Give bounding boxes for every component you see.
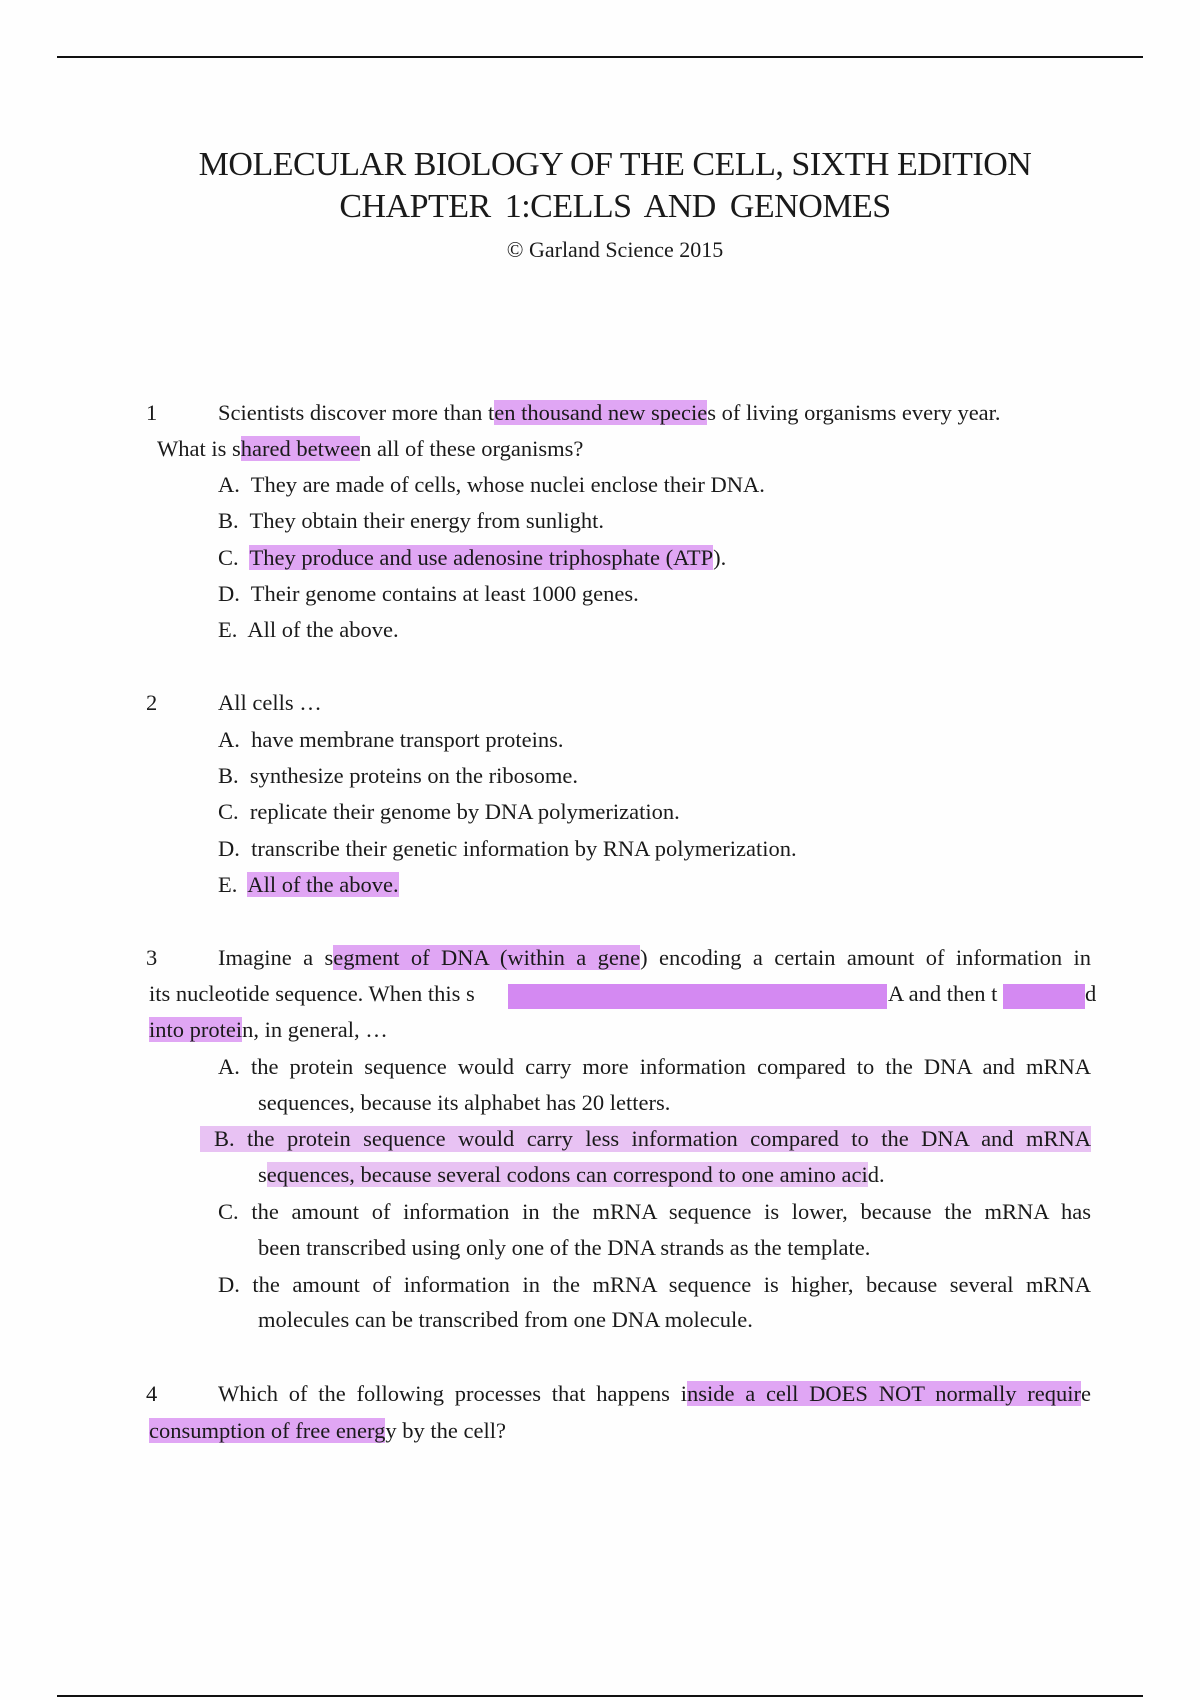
q2-option-c: C. replicate their genome by DNA polymerization.: [218, 799, 680, 824]
question-4-stem-line-1: Which of the following processes that happens inside a cell DOES NOT normally require: [218, 1381, 1091, 1406]
q1-option-e: E. All of the above.: [218, 617, 399, 642]
question-3-stem-line-2c: d: [1085, 981, 1097, 1006]
question-1-stem-line-1: Scientists discover more than ten thousand new species of living organisms every year.: [218, 400, 1001, 425]
question-3-number: 3: [146, 945, 158, 970]
question-2-stem: All cells …: [218, 690, 322, 715]
q1-option-b: B. They obtain their energy from sunlight.: [218, 508, 604, 533]
q1-option-a: A. They are made of cells, whose nuclei enclose their DNA.: [218, 472, 765, 497]
highlight: All of the above.: [247, 872, 399, 897]
highlight: nside a cell DOES NOT normally requir: [686, 1381, 1081, 1406]
q2-option-b: B. synthesize proteins on the ribosome.: [218, 763, 578, 788]
q1-option-c: C. They produce and use adenosine triphosphate (ATP).: [218, 545, 727, 570]
q2-option-a: A. have membrane transport proteins.: [218, 727, 564, 752]
q1-option-d: D. Their genome contains at least 1000 genes.: [218, 581, 639, 606]
document-title: MOLECULAR BIOLOGY OF THE CELL, SIXTH EDITION: [198, 146, 1032, 183]
top-rule: [57, 56, 1143, 58]
copyright-line: © Garland Science 2015: [506, 237, 724, 262]
highlight: equences, because several codons can correspond to one amino aci: [266, 1162, 868, 1187]
highlight: consumption of free energ: [149, 1418, 386, 1443]
q3-option-b-line-1: B. the protein sequence would carry less information compared to the DNA and mRNA: [200, 1126, 1091, 1152]
question-1-number: 1: [146, 400, 158, 425]
question-3-stem-line-2a: its nucleotide sequence. When this s: [149, 981, 475, 1006]
question-3-stem-line-2b: A and then t: [888, 981, 998, 1006]
highlight: They produce and use adenosine triphosphate (ATP: [249, 545, 714, 570]
question-4-stem-line-2: consumption of free energy by the cell?: [149, 1418, 506, 1443]
highlight-redaction: [1003, 984, 1085, 1009]
question-2-number: 2: [146, 690, 158, 715]
question-4-number: 4: [146, 1381, 158, 1406]
bottom-rule: [57, 1695, 1143, 1697]
q3-option-d-line-2: molecules can be transcribed from one DNA molecule.: [258, 1307, 753, 1332]
q3-option-a-line-2: sequences, because its alphabet has 20 letters.: [258, 1090, 671, 1115]
q3-option-c-line-1: C. the amount of information in the mRNA sequence is lower, because the mRNA has: [218, 1199, 1091, 1224]
highlight: into protei: [149, 1017, 243, 1042]
question-3-stem-line-1: Imagine a segment of DNA (within a gene) encoding a certain amount of information in: [218, 945, 1091, 970]
chapter-title: CHAPTER 1:CELLS AND GENOMES: [339, 188, 891, 225]
q2-option-e: E. All of the above.: [218, 872, 399, 897]
q3-option-d-line-1: D. the amount of information in the mRNA sequence is higher, because several mRNA: [218, 1272, 1091, 1297]
q3-option-a-line-1: A. the protein sequence would carry more information compared to the DNA and mRNA: [218, 1054, 1091, 1079]
question-3-stem-line-3: into protein, in general, …: [149, 1017, 388, 1042]
q2-option-d: D. transcribe their genetic information by RNA polymerization.: [218, 836, 797, 861]
highlight: en thousand new specie: [494, 400, 708, 425]
q3-option-c-line-2: been transcribed using only one of the DNA strands as the template.: [258, 1235, 871, 1260]
highlight-redaction: [508, 984, 887, 1009]
highlight: hared betwee: [240, 436, 361, 461]
question-1-stem-line-2: What is shared between all of these organisms?: [157, 436, 584, 461]
q3-option-b-line-2: sequences, because several codons can correspond to one amino acid.: [258, 1162, 885, 1187]
highlight: egment of DNA (within a gene: [333, 945, 641, 970]
